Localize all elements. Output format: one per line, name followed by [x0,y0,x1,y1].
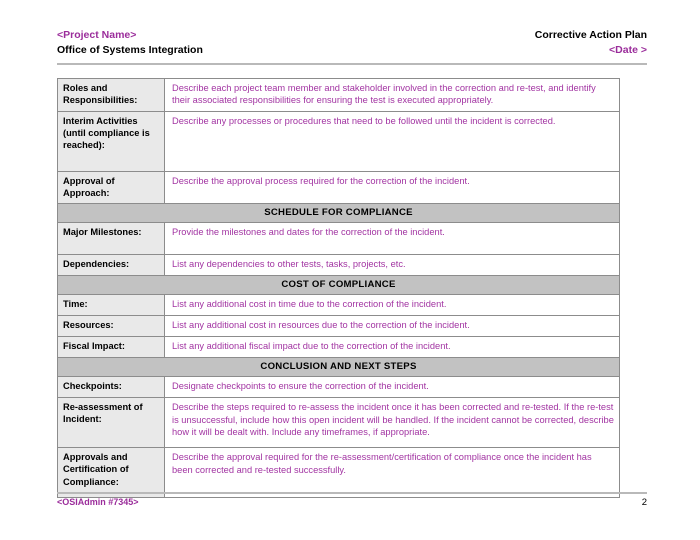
major-milestones-label: Major Milestones: [58,223,165,255]
table-row [58,358,620,377]
header-left-block [57,28,203,58]
approvals-and-certification-of-compliance-value: Describe the approval required for the re-assessment/certification of compliance once the incident has been corrected and re-tested successfully. [165,448,620,498]
table-row [58,295,620,316]
table-row [58,316,620,337]
interim-activities-label: Interim Activities (until compliance is reached): [58,111,165,171]
dependencies-label: Dependencies: [58,255,165,276]
document-title: Corrective Action Plan [534,29,647,41]
section-schedule-for-compliance: SCHEDULE FOR COMPLIANCE [58,204,620,223]
dependencies-value: List any dependencies to other tests, tasks, projects, etc. [165,255,620,276]
roles-and-responsibilities-value: Describe each project team member and stakeholder involved in the correction and re-test, and identify their associated responsibilities for ensuring the test is executed appropriately. [165,79,620,112]
approvals-and-certification-of-compliance-label: Approvals and Certification of Compliance: [58,448,165,498]
table-row [58,276,620,295]
checkpoints-label: Checkpoints: [58,377,165,398]
document-id: <OSIAdmin #7345> [57,497,139,507]
approval-of-approach-value: Describe the approval process required for the correction of the incident. [165,171,620,203]
office-name: Office of Systems Integration [57,44,203,56]
header-divider [57,63,647,65]
header-right-block [535,28,647,58]
fiscal-impact-label: Fiscal Impact: [58,337,165,358]
table-row [58,337,620,358]
date-placeholder: <Date > [609,44,647,56]
table-row [58,111,620,171]
table-row [58,398,620,448]
checkpoints-value: Designate checkpoints to ensure the correction of the incident. [165,377,620,398]
table-row [58,171,620,203]
resources-value: List any additional cost in resources due to the correction of the incident. [165,316,620,337]
time-label: Time: [58,295,165,316]
document-header [57,28,647,58]
section-conclusion-and-next-steps: CONCLUSION AND NEXT STEPS [58,358,620,377]
project-name-placeholder: <Project Name> [57,29,137,41]
interim-activities-value: Describe any processes or procedures that need to be followed until the incident is corrected. [165,111,620,171]
time-value: List any additional cost in time due to the correction of the incident. [165,295,620,316]
re-assessment-of-incident-value: Describe the steps required to re-assess the incident once it has been corrected and re-tested. If the re-test is unsuccessful, include how this open incident will be handled. If the incident cannot be corrected, describe how it will be dealt with. Include any timeframes, if appropriate. [165,398,620,448]
table-row [58,377,620,398]
page-number: 2 [641,497,647,508]
footer-divider [57,492,647,494]
table-body [58,79,620,498]
table-row [58,448,620,498]
fiscal-impact-value: List any additional fiscal impact due to the correction of the incident. [165,337,620,358]
corrective-action-plan-table [57,78,620,498]
table-row [58,79,620,112]
roles-and-responsibilities-label: Roles and Responsibilities: [58,79,165,112]
re-assessment-of-incident-label: Re-assessment of Incident: [58,398,165,448]
major-milestones-value: Provide the milestones and dates for the correction of the incident. [165,223,620,255]
table-row [58,204,620,223]
document-footer [57,497,647,508]
table-row [58,255,620,276]
resources-label: Resources: [58,316,165,337]
approval-of-approach-label: Approval of Approach: [58,171,165,203]
table-row [58,223,620,255]
section-cost-of-compliance: COST OF COMPLIANCE [58,276,620,295]
